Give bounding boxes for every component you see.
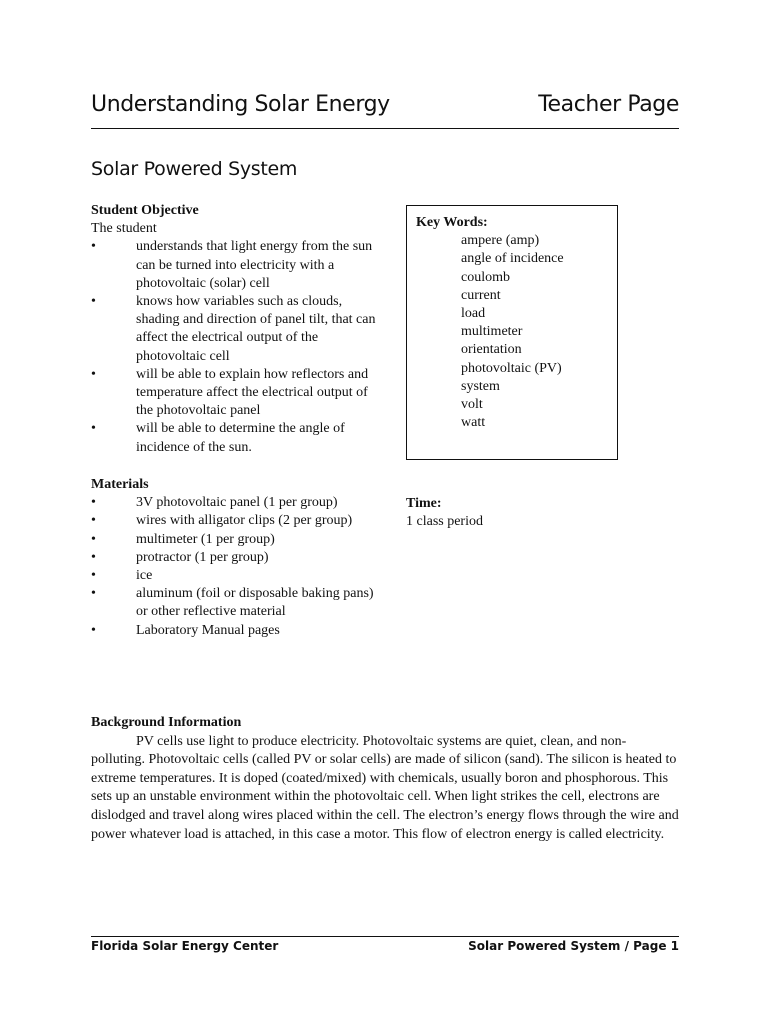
background-heading: Background Information	[91, 715, 242, 730]
background-section	[91, 714, 679, 844]
list-item: ampere (amp)	[461, 233, 540, 249]
materials-section	[91, 476, 376, 640]
list-item: • 3V photovoltaic panel (1 per group)	[91, 494, 376, 512]
list-item: • protractor (1 per group)	[91, 549, 376, 567]
time-section	[406, 495, 483, 531]
page-header	[91, 92, 679, 129]
list-item: • will be able to explain how reflectors and temperature affect the electrical output of the photovoltaic panel	[91, 366, 381, 421]
list-item: orientation	[461, 342, 522, 358]
time-value: 1 class period	[406, 514, 483, 530]
list-item: current	[461, 287, 501, 303]
key-words-heading: Key Words:	[416, 215, 488, 230]
list-item: load	[461, 306, 486, 322]
list-item: angle of incidence	[461, 251, 564, 267]
list-item: • understands that light energy from the sun can be turned into electricity with a photovoltaic (solar) cell	[91, 238, 381, 293]
objective-heading: Student Objective	[91, 203, 199, 218]
section-title: Solar Powered System	[91, 158, 298, 180]
page-type-label: Teacher Page	[538, 92, 679, 117]
list-item: coulomb	[461, 269, 510, 285]
list-item: volt	[461, 397, 483, 413]
list-item: • aluminum (foil or disposable baking pans) or other reflective material	[91, 585, 376, 621]
materials-heading: Materials	[91, 477, 149, 492]
list-item: photovoltaic (PV)	[461, 360, 562, 376]
document-title: Understanding Solar Energy	[91, 92, 390, 117]
list-item: • ice	[91, 567, 376, 585]
page-footer	[91, 936, 679, 959]
key-words-box	[406, 205, 618, 460]
objective-list	[91, 238, 381, 456]
list-item: • wires with alligator clips (2 per group)	[91, 512, 376, 530]
list-item: watt	[461, 415, 486, 431]
list-item: multimeter	[461, 324, 523, 340]
footer-organization: Florida Solar Energy Center	[91, 939, 279, 953]
footer-page-label: Solar Powered System / Page 1	[468, 939, 679, 953]
list-item: • will be able to determine the angle of incidence of the sun.	[91, 420, 381, 456]
list-item: • multimeter (1 per group)	[91, 531, 376, 549]
time-heading: Time:	[406, 496, 442, 511]
list-item: • Laboratory Manual pages	[91, 622, 376, 640]
list-item: system	[461, 378, 500, 394]
objective-intro: The student	[91, 221, 157, 237]
materials-list	[91, 494, 376, 640]
student-objective-section	[91, 202, 381, 457]
key-words-list	[416, 232, 617, 432]
list-item: • knows how variables such as clouds, shading and direction of panel tilt, that can affect the electrical output of the photovoltaic cell	[91, 293, 381, 366]
background-paragraph: PV cells use light to produce electricity. Photovoltaic systems are quiet, clean, and non-polluting. Photovoltaic cells (called PV or solar cells) are made of silicon (sand). The silicon is heated to extreme temperatures. It is doped (coated/mixed) with chemicals, usually boron and phosphorous. This sets up an unstable environment within the photovoltaic cell. When light strikes the cell, electrons are dislodged and travel along wires placed within the cell. The electron’s energy flows through the wire and power whatever load is attached, in this case a motor. This flow of electron energy is called electricity.	[91, 733, 679, 842]
